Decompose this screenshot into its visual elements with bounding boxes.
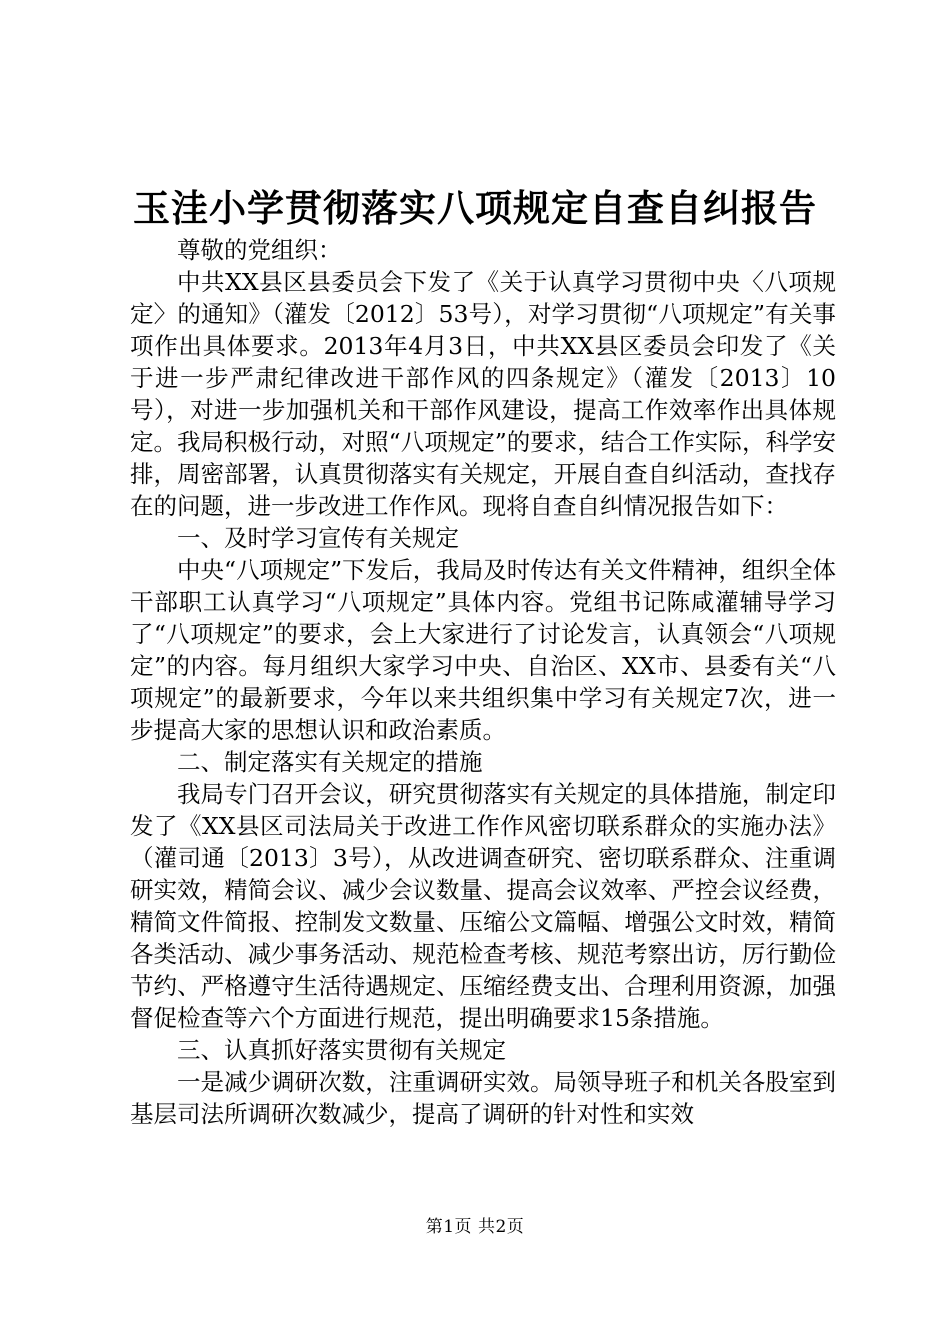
section-paragraph-1: 中央“八项规定”下发后，我局及时传达有关文件精神，组织全体干部职工认真学习“八项规定”具体内容。党组书记陈咸灌辅导学习了“八项规定”的要求，会上大家进行了讨论发言，认真领会“八项规定”的内容。每月组织大家学习中央、自治区、XX市、县委有关“八项规定”的最新要求，今年以来共组织集中学习有关规定7次，进一步提高大家的思想认识和政治素质。: [130, 556, 836, 744]
section-paragraph-3: 一是减少调研次数，注重调研实效。局领导班子和机关各股室到基层司法所调研次数减少，提高了调研的针对性和实效: [130, 1068, 836, 1128]
section-heading-1: 一、及时学习宣传有关规定: [177, 524, 459, 552]
section-paragraph-2: 我局专门召开会议，研究贯彻落实有关规定的具体措施，制定印发了《XX县区司法局关于改进工作作风密切联系群众的实施办法》（灌司通〔2013〕3号），从改进调查研究、密切联系群众、注重调研实效，精简会议、减少会议数量、提高会议效率、严控会议经费，精简文件简报、控制发文数量、压缩公文篇幅、增强公文时效，精简各类活动、减少事务活动、规范检查考核、规范考察出访，厉行勤俭节约、严格遵守生活待遇规定、压缩经费支出、合理利用资源，加强督促检查等六个方面进行规范，提出明确要求15条措施。: [130, 780, 836, 1032]
salutation: 尊敬的党组织：: [177, 236, 342, 264]
page-footer: 第1页 共2页: [425, 1217, 525, 1237]
section-heading-2: 二、制定落实有关规定的措施: [177, 748, 483, 776]
document-body: [130, 234, 836, 1130]
section-heading-3: 三、认真抓好落实贯彻有关规定: [177, 1036, 506, 1064]
intro-paragraph: 中共XX县区县委员会下发了《关于认真学习贯彻中央〈八项规定〉的通知》（灌发〔2012〕53号），对学习贯彻“八项规定”有关事项作出具体要求。2013年4月3日，中共XX县区委员会印发了《关于进一步严肃纪律改进干部作风的四条规定》（灌发〔2013〕10号），对进一步加强机关和干部作风建设，提高工作效率作出具体规定。我局积极行动，对照“八项规定”的要求，结合工作实际，科学安排，周密部署，认真贯彻落实有关规定，开展自查自纠活动，查找存在的问题，进一步改进工作作风。现将自查自纠情况报告如下：: [130, 268, 836, 520]
document-title: 玉洼小学贯彻落实八项规定自查自纠报告: [133, 186, 817, 230]
